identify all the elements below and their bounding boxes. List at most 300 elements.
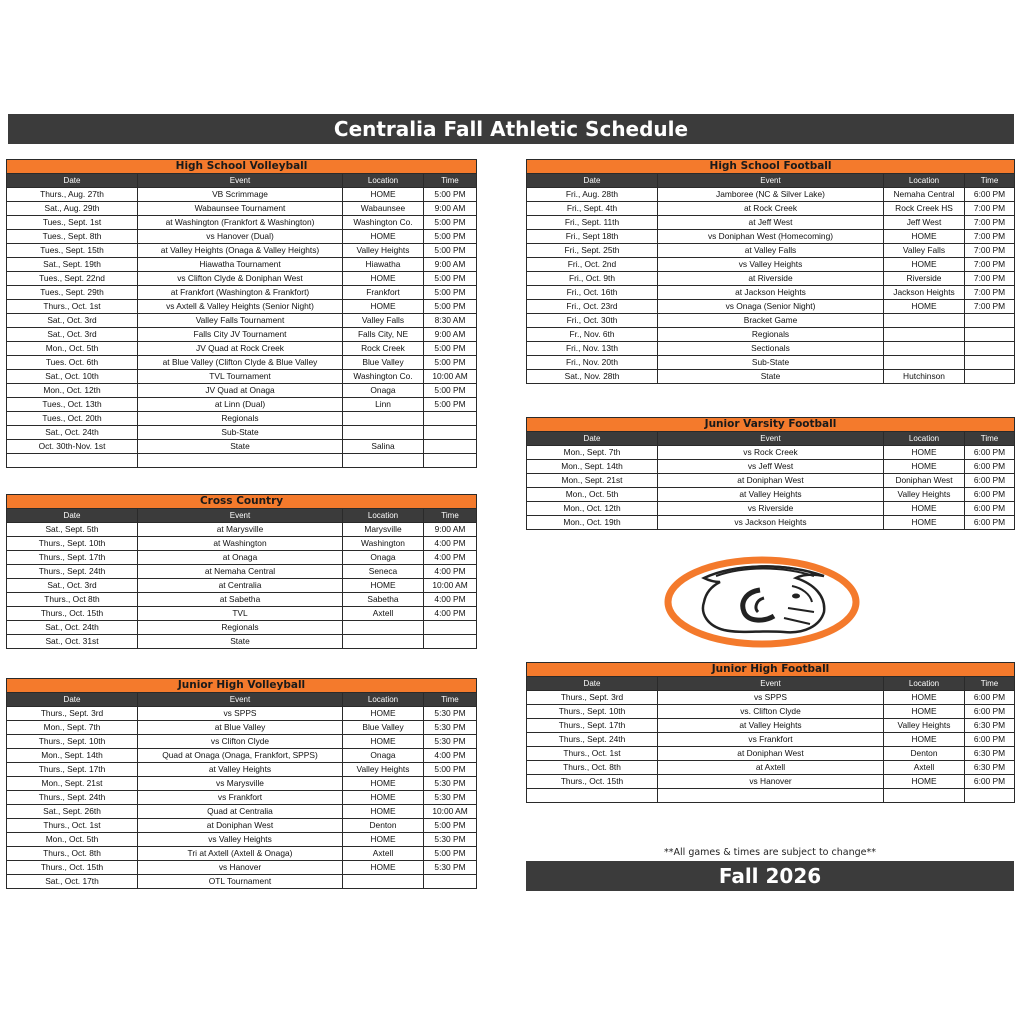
empty-cell bbox=[424, 454, 477, 468]
hs-volleyball-table bbox=[6, 159, 477, 468]
date-cell: Fri., Oct. 2nd bbox=[527, 258, 658, 272]
event-cell: Regionals bbox=[138, 412, 343, 426]
section-title: Cross Country bbox=[7, 495, 477, 509]
time-cell bbox=[424, 440, 477, 454]
location-cell bbox=[343, 875, 424, 889]
table-row bbox=[7, 721, 477, 735]
event-cell: TVL Tournament bbox=[138, 370, 343, 384]
table-row bbox=[7, 777, 477, 791]
event-cell: State bbox=[138, 635, 343, 649]
date-cell: Tues. Oct. 6th bbox=[7, 356, 138, 370]
table-row bbox=[7, 565, 477, 579]
location-cell bbox=[343, 635, 424, 649]
event-cell: vs SPPS bbox=[658, 691, 884, 705]
event-cell: at Jackson Heights bbox=[658, 286, 884, 300]
empty-cell bbox=[884, 789, 965, 803]
time-cell: 9:00 AM bbox=[424, 523, 477, 537]
column-header: Time bbox=[424, 693, 477, 707]
event-cell: vs Frankfort bbox=[658, 733, 884, 747]
date-cell: Sat., Oct. 10th bbox=[7, 370, 138, 384]
time-cell: 9:00 AM bbox=[424, 202, 477, 216]
time-cell: 7:00 PM bbox=[965, 244, 1015, 258]
time-cell: 4:00 PM bbox=[424, 593, 477, 607]
time-cell: 6:00 PM bbox=[965, 691, 1015, 705]
time-cell: 5:00 PM bbox=[424, 398, 477, 412]
table-row bbox=[7, 607, 477, 621]
table-row bbox=[7, 244, 477, 258]
column-header: Time bbox=[965, 677, 1015, 691]
time-cell bbox=[424, 412, 477, 426]
location-cell: HOME bbox=[343, 579, 424, 593]
event-cell: vs Doniphan West (Homecoming) bbox=[658, 230, 884, 244]
date-cell: Thurs., Sept. 24th bbox=[7, 565, 138, 579]
location-cell: HOME bbox=[343, 861, 424, 875]
date-cell: Fri., Oct. 30th bbox=[527, 314, 658, 328]
date-cell: Mon., Sept. 7th bbox=[7, 721, 138, 735]
location-cell: HOME bbox=[343, 735, 424, 749]
time-cell: 8:30 AM bbox=[424, 314, 477, 328]
time-cell: 7:00 PM bbox=[965, 258, 1015, 272]
section-title: Junior Varsity Football bbox=[527, 418, 1015, 432]
time-cell: 5:00 PM bbox=[424, 272, 477, 286]
date-cell: Thurs., Oct. 1st bbox=[7, 300, 138, 314]
table-row bbox=[7, 749, 477, 763]
column-header: Date bbox=[527, 432, 658, 446]
time-cell bbox=[965, 342, 1015, 356]
column-header: Date bbox=[7, 693, 138, 707]
table-row bbox=[527, 258, 1015, 272]
date-cell: Tues., Sept. 15th bbox=[7, 244, 138, 258]
date-cell: Thurs., Oct. 8th bbox=[527, 761, 658, 775]
date-cell: Sat., Oct. 17th bbox=[7, 875, 138, 889]
time-cell: 5:00 PM bbox=[424, 763, 477, 777]
empty-cell bbox=[138, 454, 343, 468]
time-cell: 4:00 PM bbox=[424, 537, 477, 551]
event-cell: Sub-State bbox=[138, 426, 343, 440]
event-cell: Valley Falls Tournament bbox=[138, 314, 343, 328]
location-cell: Denton bbox=[884, 747, 965, 761]
time-cell: 10:00 AM bbox=[424, 579, 477, 593]
time-cell: 6:00 PM bbox=[965, 733, 1015, 747]
event-cell: Sub-State bbox=[658, 356, 884, 370]
location-cell: Hiawatha bbox=[343, 258, 424, 272]
date-cell: Sat., Sept. 19th bbox=[7, 258, 138, 272]
event-cell: at Axtell bbox=[658, 761, 884, 775]
date-cell: Sat., Oct. 31st bbox=[7, 635, 138, 649]
event-cell: Jamboree (NC & Silver Lake) bbox=[658, 188, 884, 202]
location-cell bbox=[884, 314, 965, 328]
location-cell: Jackson Heights bbox=[884, 286, 965, 300]
event-cell: at Marysville bbox=[138, 523, 343, 537]
cross-country-table bbox=[6, 494, 477, 649]
table-row bbox=[527, 286, 1015, 300]
date-cell: Sat., Oct. 3rd bbox=[7, 328, 138, 342]
event-cell: at Nemaha Central bbox=[138, 565, 343, 579]
time-cell: 4:00 PM bbox=[424, 565, 477, 579]
location-cell: Onaga bbox=[343, 551, 424, 565]
event-cell: at Linn (Dual) bbox=[138, 398, 343, 412]
event-cell: vs Valley Heights bbox=[658, 258, 884, 272]
event-cell: Quad at Onaga (Onaga, Frankfort, SPPS) bbox=[138, 749, 343, 763]
location-cell: HOME bbox=[884, 516, 965, 530]
location-cell: Valley Falls bbox=[884, 244, 965, 258]
time-cell: 5:00 PM bbox=[424, 819, 477, 833]
event-cell: vs Rock Creek bbox=[658, 446, 884, 460]
date-cell: Sat., Sept. 5th bbox=[7, 523, 138, 537]
hs-football-table bbox=[526, 159, 1015, 384]
event-cell: State bbox=[658, 370, 884, 384]
table-row bbox=[7, 426, 477, 440]
date-cell: Thurs., Sept. 24th bbox=[527, 733, 658, 747]
table-row bbox=[7, 579, 477, 593]
table-row bbox=[7, 735, 477, 749]
time-cell: 6:00 PM bbox=[965, 446, 1015, 460]
event-cell: at Frankfort (Washington & Frankfort) bbox=[138, 286, 343, 300]
event-cell: at Valley Heights bbox=[658, 719, 884, 733]
event-cell: Falls City JV Tournament bbox=[138, 328, 343, 342]
date-cell: Tues., Sept. 1st bbox=[7, 216, 138, 230]
location-cell: HOME bbox=[884, 733, 965, 747]
location-cell: Nemaha Central bbox=[884, 188, 965, 202]
table-row bbox=[527, 460, 1015, 474]
table-row bbox=[527, 488, 1015, 502]
event-cell: at Sabetha bbox=[138, 593, 343, 607]
column-header: Location bbox=[343, 693, 424, 707]
time-cell: 5:00 PM bbox=[424, 216, 477, 230]
jh-volleyball-table bbox=[6, 678, 477, 889]
event-cell: vs Valley Heights bbox=[138, 833, 343, 847]
time-cell: 10:00 AM bbox=[424, 370, 477, 384]
event-cell: at Rock Creek bbox=[658, 202, 884, 216]
location-cell: Marysville bbox=[343, 523, 424, 537]
table-row bbox=[7, 202, 477, 216]
time-cell: 5:30 PM bbox=[424, 833, 477, 847]
location-cell: Blue Valley bbox=[343, 721, 424, 735]
column-header: Location bbox=[884, 677, 965, 691]
event-cell: at Valley Heights (Onaga & Valley Heights) bbox=[138, 244, 343, 258]
table-row bbox=[7, 440, 477, 454]
event-cell: vs Jeff West bbox=[658, 460, 884, 474]
event-cell: TVL bbox=[138, 607, 343, 621]
event-cell: Hiawatha Tournament bbox=[138, 258, 343, 272]
date-cell: Mon., Sept. 14th bbox=[7, 749, 138, 763]
table-row bbox=[527, 356, 1015, 370]
section-title: Junior High Football bbox=[527, 663, 1015, 677]
location-cell: Valley Heights bbox=[343, 244, 424, 258]
empty-cell bbox=[527, 789, 658, 803]
event-cell: at Riverside bbox=[658, 272, 884, 286]
time-cell: 7:00 PM bbox=[965, 272, 1015, 286]
time-cell: 6:30 PM bbox=[965, 747, 1015, 761]
table-row bbox=[7, 593, 477, 607]
date-cell: Fri., Sept. 4th bbox=[527, 202, 658, 216]
event-cell: at Doniphan West bbox=[138, 819, 343, 833]
table-row bbox=[7, 188, 477, 202]
table-row bbox=[527, 446, 1015, 460]
date-cell: Sat., Oct. 24th bbox=[7, 426, 138, 440]
table-row bbox=[7, 791, 477, 805]
time-cell: 6:00 PM bbox=[965, 460, 1015, 474]
table-row bbox=[7, 314, 477, 328]
table-row bbox=[7, 523, 477, 537]
date-cell: Thurs., Oct. 15th bbox=[7, 861, 138, 875]
date-cell: Fr., Nov. 6th bbox=[527, 328, 658, 342]
table-row bbox=[527, 272, 1015, 286]
location-cell: HOME bbox=[343, 272, 424, 286]
date-cell: Thurs., Sept. 10th bbox=[527, 705, 658, 719]
date-cell: Tues., Sept. 8th bbox=[7, 230, 138, 244]
time-cell: 5:00 PM bbox=[424, 300, 477, 314]
table-row bbox=[527, 719, 1015, 733]
time-cell bbox=[965, 314, 1015, 328]
event-cell: at Jeff West bbox=[658, 216, 884, 230]
location-cell: HOME bbox=[884, 300, 965, 314]
event-cell: Bracket Game bbox=[658, 314, 884, 328]
column-header: Event bbox=[138, 693, 343, 707]
table-row bbox=[527, 230, 1015, 244]
location-cell: Denton bbox=[343, 819, 424, 833]
event-cell: OTL Tournament bbox=[138, 875, 343, 889]
table-row bbox=[7, 342, 477, 356]
table-row bbox=[7, 847, 477, 861]
time-cell: 10:00 AM bbox=[424, 805, 477, 819]
section-title: High School Football bbox=[527, 160, 1015, 174]
location-cell: Salina bbox=[343, 440, 424, 454]
jh-football-table bbox=[526, 662, 1015, 803]
time-cell: 5:00 PM bbox=[424, 188, 477, 202]
location-cell: Onaga bbox=[343, 749, 424, 763]
location-cell: HOME bbox=[884, 258, 965, 272]
time-cell: 9:00 AM bbox=[424, 258, 477, 272]
column-header: Time bbox=[424, 509, 477, 523]
date-cell: Fri., Nov. 20th bbox=[527, 356, 658, 370]
disclaimer-text: **All games & times are subject to change** bbox=[664, 847, 876, 858]
event-cell: Quad at Centralia bbox=[138, 805, 343, 819]
table-row bbox=[7, 370, 477, 384]
empty-row bbox=[527, 789, 1015, 803]
date-cell: Mon., Oct. 5th bbox=[7, 342, 138, 356]
location-cell: HOME bbox=[884, 502, 965, 516]
date-cell: Thurs., Sept. 17th bbox=[7, 551, 138, 565]
location-cell: HOME bbox=[343, 777, 424, 791]
time-cell: 5:00 PM bbox=[424, 286, 477, 300]
column-header: Time bbox=[965, 432, 1015, 446]
time-cell bbox=[965, 356, 1015, 370]
event-cell: vs. Clifton Clyde bbox=[658, 705, 884, 719]
event-cell: vs Clifton Clyde bbox=[138, 735, 343, 749]
tiger-head-icon bbox=[664, 556, 860, 648]
location-cell: Onaga bbox=[343, 384, 424, 398]
table-row bbox=[7, 819, 477, 833]
date-cell: Mon., Oct. 12th bbox=[7, 384, 138, 398]
table-row bbox=[7, 286, 477, 300]
time-cell: 5:30 PM bbox=[424, 777, 477, 791]
location-cell: HOME bbox=[884, 446, 965, 460]
location-cell: HOME bbox=[343, 791, 424, 805]
table-row bbox=[7, 621, 477, 635]
location-cell: HOME bbox=[884, 230, 965, 244]
date-cell: Fri., Oct. 9th bbox=[527, 272, 658, 286]
table-row bbox=[7, 763, 477, 777]
table-row bbox=[527, 244, 1015, 258]
table-row bbox=[527, 733, 1015, 747]
time-cell: 6:00 PM bbox=[965, 188, 1015, 202]
location-cell: HOME bbox=[343, 805, 424, 819]
date-cell: Thurs., Sept. 3rd bbox=[527, 691, 658, 705]
event-cell: JV Quad at Rock Creek bbox=[138, 342, 343, 356]
event-cell: vs Jackson Heights bbox=[658, 516, 884, 530]
event-cell: Regionals bbox=[138, 621, 343, 635]
table-row bbox=[527, 516, 1015, 530]
date-cell: Thurs., Aug. 27th bbox=[7, 188, 138, 202]
time-cell: 4:00 PM bbox=[424, 607, 477, 621]
location-cell: Rock Creek bbox=[343, 342, 424, 356]
location-cell: Axtell bbox=[343, 847, 424, 861]
empty-cell bbox=[7, 454, 138, 468]
date-cell: Mon., Sept. 21st bbox=[7, 777, 138, 791]
time-cell bbox=[965, 370, 1015, 384]
date-cell: Thurs., Sept. 24th bbox=[7, 791, 138, 805]
event-cell: vs Hanover bbox=[138, 861, 343, 875]
location-cell: Valley Heights bbox=[343, 763, 424, 777]
event-cell: at Valley Heights bbox=[138, 763, 343, 777]
location-cell: Valley Falls bbox=[343, 314, 424, 328]
event-cell: vs Axtell & Valley Heights (Senior Night) bbox=[138, 300, 343, 314]
column-header: Event bbox=[658, 174, 884, 188]
table-row bbox=[7, 300, 477, 314]
date-cell: Sat., Sept. 26th bbox=[7, 805, 138, 819]
table-row bbox=[527, 342, 1015, 356]
date-cell: Mon., Oct. 5th bbox=[527, 488, 658, 502]
empty-row bbox=[7, 454, 477, 468]
date-cell: Thurs., Sept. 10th bbox=[7, 537, 138, 551]
section-title: High School Volleyball bbox=[7, 160, 477, 174]
date-cell: Fri., Aug. 28th bbox=[527, 188, 658, 202]
season-label: Fall 2026 bbox=[526, 861, 1014, 891]
time-cell: 7:00 PM bbox=[965, 216, 1015, 230]
event-cell: vs Onaga (Senior Night) bbox=[658, 300, 884, 314]
date-cell: Thurs., Sept. 17th bbox=[7, 763, 138, 777]
table-row bbox=[7, 398, 477, 412]
table-row bbox=[7, 216, 477, 230]
date-cell: Thurs., Oct. 1st bbox=[7, 819, 138, 833]
time-cell: 4:00 PM bbox=[424, 749, 477, 763]
event-cell: Tri at Axtell (Axtell & Onaga) bbox=[138, 847, 343, 861]
event-cell: vs SPPS bbox=[138, 707, 343, 721]
event-cell: vs Marysville bbox=[138, 777, 343, 791]
date-cell: Thurs., Sept. 10th bbox=[7, 735, 138, 749]
column-header: Date bbox=[7, 509, 138, 523]
location-cell: Doniphan West bbox=[884, 474, 965, 488]
location-cell: Linn bbox=[343, 398, 424, 412]
table-row bbox=[7, 861, 477, 875]
event-cell: JV Quad at Onaga bbox=[138, 384, 343, 398]
time-cell: 7:00 PM bbox=[965, 230, 1015, 244]
time-cell: 6:30 PM bbox=[965, 761, 1015, 775]
location-cell: Axtell bbox=[343, 607, 424, 621]
time-cell: 9:00 AM bbox=[424, 328, 477, 342]
location-cell: HOME bbox=[884, 460, 965, 474]
table-row bbox=[527, 775, 1015, 789]
event-cell: State bbox=[138, 440, 343, 454]
location-cell bbox=[343, 426, 424, 440]
time-cell: 6:00 PM bbox=[965, 474, 1015, 488]
table-row bbox=[527, 474, 1015, 488]
event-cell: at Blue Valley bbox=[138, 721, 343, 735]
time-cell: 5:30 PM bbox=[424, 721, 477, 735]
table-row bbox=[527, 216, 1015, 230]
location-cell: Sabetha bbox=[343, 593, 424, 607]
event-cell: vs Hanover bbox=[658, 775, 884, 789]
location-cell: Washington bbox=[343, 537, 424, 551]
date-cell: Thurs., Oct 8th bbox=[7, 593, 138, 607]
location-cell: Valley Heights bbox=[884, 488, 965, 502]
column-header: Event bbox=[658, 677, 884, 691]
time-cell bbox=[424, 621, 477, 635]
location-cell: HOME bbox=[884, 705, 965, 719]
column-header: Location bbox=[884, 432, 965, 446]
location-cell: Axtell bbox=[884, 761, 965, 775]
time-cell: 5:30 PM bbox=[424, 735, 477, 749]
table-row bbox=[527, 328, 1015, 342]
date-cell: Mon., Sept. 14th bbox=[527, 460, 658, 474]
date-cell: Thurs., Oct. 1st bbox=[527, 747, 658, 761]
event-cell: vs Frankfort bbox=[138, 791, 343, 805]
table-row bbox=[527, 502, 1015, 516]
time-cell bbox=[424, 426, 477, 440]
date-cell: Fri., Sept. 11th bbox=[527, 216, 658, 230]
column-header: Time bbox=[965, 174, 1015, 188]
event-cell: at Valley Falls bbox=[658, 244, 884, 258]
event-cell: Wabaunsee Tournament bbox=[138, 202, 343, 216]
date-cell: Tues., Sept. 29th bbox=[7, 286, 138, 300]
location-cell: HOME bbox=[343, 300, 424, 314]
location-cell: HOME bbox=[884, 775, 965, 789]
column-header: Location bbox=[343, 174, 424, 188]
location-cell: Riverside bbox=[884, 272, 965, 286]
empty-cell bbox=[658, 789, 884, 803]
column-header: Event bbox=[138, 174, 343, 188]
column-header: Event bbox=[658, 432, 884, 446]
event-cell: at Washington bbox=[138, 537, 343, 551]
date-cell: Thurs., Oct. 15th bbox=[527, 775, 658, 789]
date-cell: Thurs., Oct. 15th bbox=[7, 607, 138, 621]
event-cell: at Onaga bbox=[138, 551, 343, 565]
table-row bbox=[527, 188, 1015, 202]
date-cell: Sat., Oct. 3rd bbox=[7, 314, 138, 328]
date-cell: Fri., Oct. 16th bbox=[527, 286, 658, 300]
location-cell bbox=[343, 621, 424, 635]
column-header: Event bbox=[138, 509, 343, 523]
table-row bbox=[527, 761, 1015, 775]
date-cell: Mon., Oct. 12th bbox=[527, 502, 658, 516]
time-cell: 5:00 PM bbox=[424, 847, 477, 861]
date-cell: Thurs., Sept. 3rd bbox=[7, 707, 138, 721]
time-cell: 6:00 PM bbox=[965, 516, 1015, 530]
time-cell: 5:30 PM bbox=[424, 707, 477, 721]
location-cell: Hutchinson bbox=[884, 370, 965, 384]
table-row bbox=[527, 202, 1015, 216]
date-cell: Thurs., Sept. 17th bbox=[527, 719, 658, 733]
time-cell: 6:00 PM bbox=[965, 488, 1015, 502]
empty-cell bbox=[343, 454, 424, 468]
time-cell: 7:00 PM bbox=[965, 286, 1015, 300]
page-title: Centralia Fall Athletic Schedule bbox=[8, 114, 1014, 144]
event-cell: at Valley Heights bbox=[658, 488, 884, 502]
time-cell: 6:30 PM bbox=[965, 719, 1015, 733]
time-cell: 5:00 PM bbox=[424, 230, 477, 244]
event-cell: Regionals bbox=[658, 328, 884, 342]
